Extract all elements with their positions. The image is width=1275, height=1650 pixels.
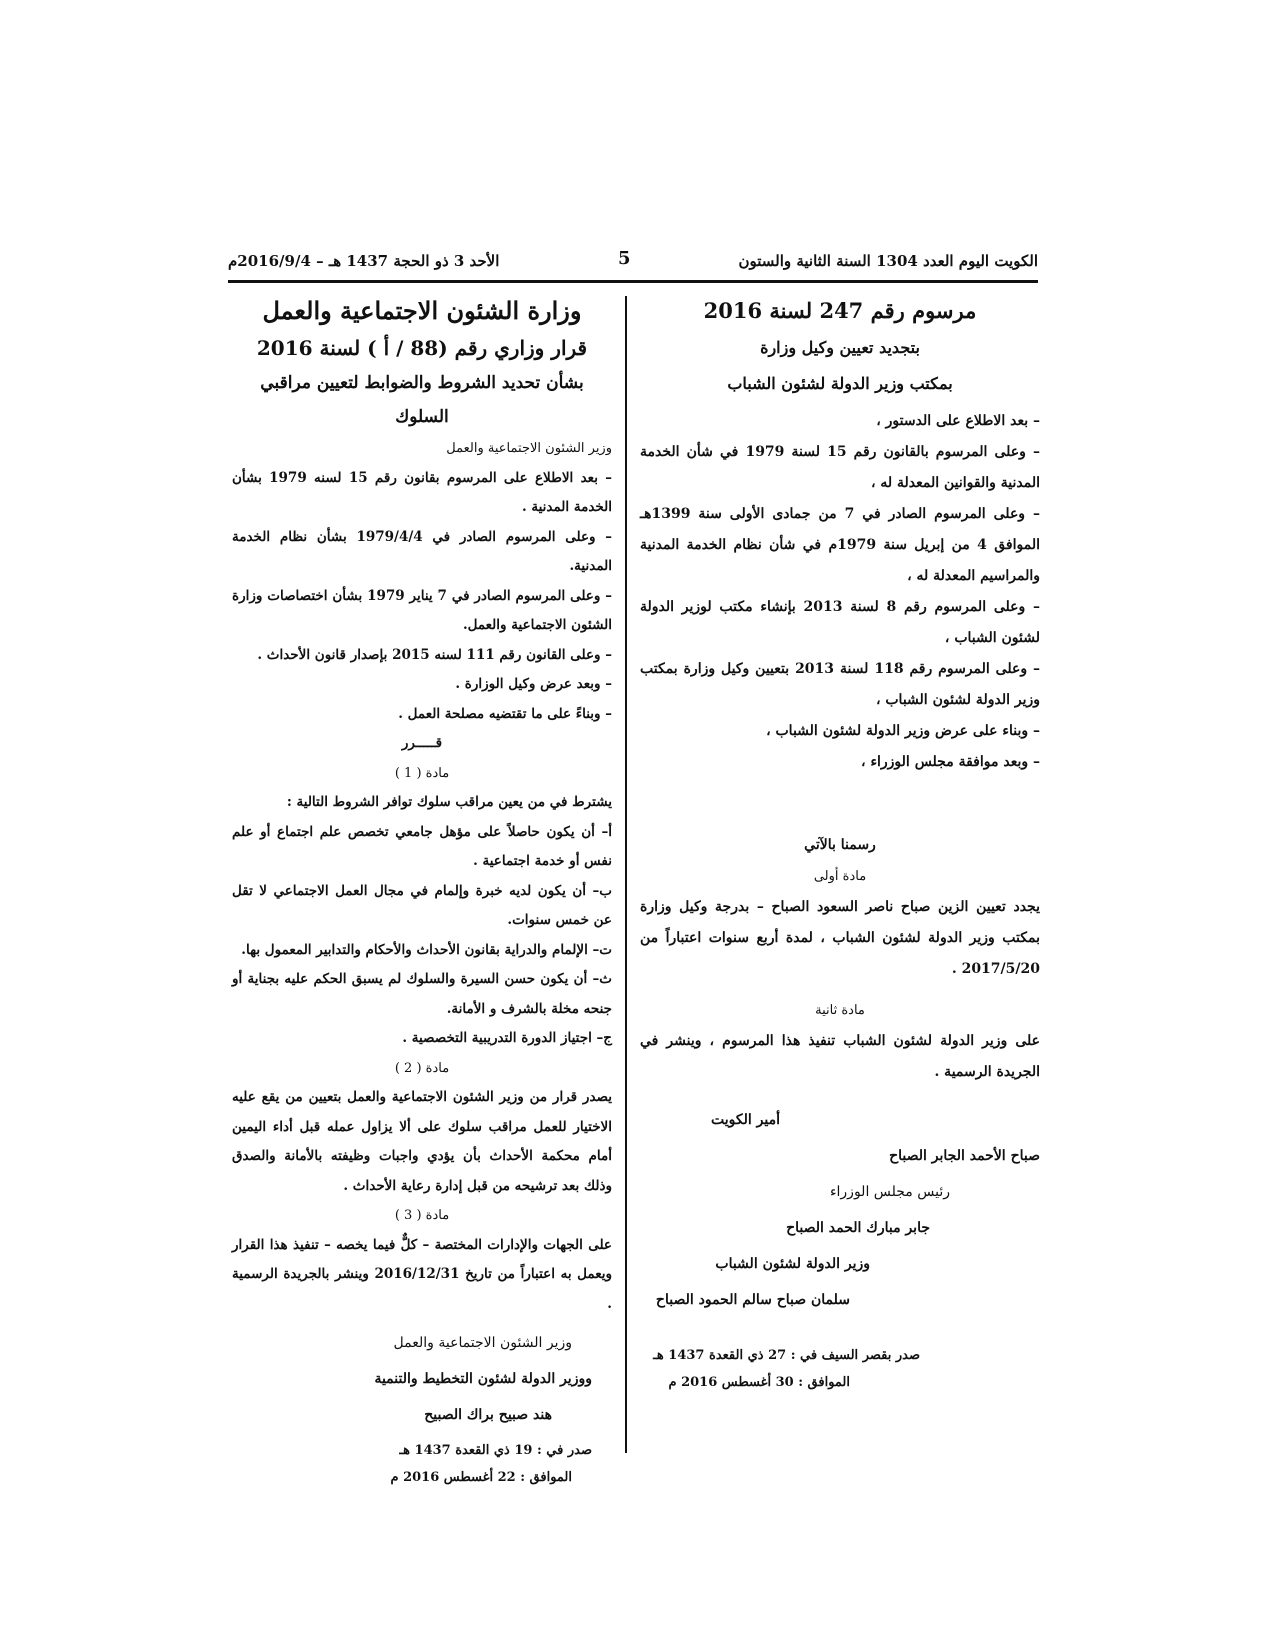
decision-signature-name: هند صبيح براك الصبيح	[424, 1407, 552, 1423]
decision-article-2-title: مادة ( 2 )	[394, 1060, 450, 1076]
decision-article-1-title: مادة ( 1 )	[394, 765, 450, 781]
signature-emir-title: أمير الكويت	[711, 1112, 780, 1128]
ministry-preamble-item: – وعلى المرسوم الصادر في 1979/4/4 بشأن نظام الخدمة المدنية.	[232, 528, 612, 574]
ministry-preamble-item: – وعلى القانون رقم 111 لسنه 2015 بإصدار قانون الأحداث .	[257, 646, 612, 663]
ministry-name: وزارة الشئون الاجتماعية والعمل	[262, 296, 582, 325]
header-date: الأحد 3 ذو الحجة 1437 هـ – 2016/9/4م	[228, 252, 500, 270]
signature-pm-title: رئيس مجلس الوزراء	[829, 1184, 950, 1200]
condition-item: ب– أن يكون لديه خبرة وإلمام في مجال العمل الاجتماعي لا تقل عن خمس سنوات.	[232, 882, 612, 928]
header-rule	[228, 280, 1038, 283]
decree-article-1-title: مادة أولى	[813, 869, 867, 884]
page-number: 5	[618, 248, 631, 269]
decision-issued-date: صدر في : 19 ذي القعدة 1437 هـ	[399, 1443, 592, 1458]
condition-item: أ– أن يكون حاصلاً على مؤهل جامعي تخصص علم اجتماع أو علم نفس أو خدمة اجتماعية .	[232, 823, 612, 869]
decree-column	[640, 292, 1040, 1396]
decree-preamble-item: – وبناء على عرض وزير الدولة لشئون الشباب ،	[766, 723, 1040, 739]
decision-issued-gregorian: الموافق : 22 أغسطس 2016 م	[390, 1470, 572, 1485]
decision-signature-line-1: وزير الشئون الاجتماعية والعمل	[393, 1335, 572, 1351]
column-divider	[625, 296, 627, 1453]
decree-article-2-text: على وزير الدولة لشئون الشباب تنفيذ هذا المرسوم ، وينشر في الجريدة الرسمية .	[640, 1033, 1040, 1080]
decree-preamble-item: – بعد الاطلاع على الدستور ،	[876, 413, 1040, 429]
decree-issued-place-date: صدر بقصر السيف في : 27 ذي القعدة 1437 هـ	[653, 1348, 920, 1363]
ministry-preamble-item: – وبعد عرض وكيل الوزارة .	[455, 676, 612, 692]
decree-preamble-item: – وبعد موافقة مجلس الوزراء ،	[861, 754, 1040, 770]
signature-minister-name: سلمان صباح سالم الحمود الصباح	[655, 1292, 850, 1308]
decree-preamble-item: – وعلى المرسوم بالقانون رقم 15 لسنة 1979 في شأن الخدمة المدنية والقوانين المعدلة له ،	[640, 444, 1040, 491]
decree-preamble-item: – وعلى المرسوم رقم 8 لسنة 2013 بإنشاء مكتب لوزير الدولة لشئون الشباب ،	[640, 599, 1041, 646]
header-issue-info: الكويت اليوم العدد 1304 السنة الثانية والستون	[738, 252, 1038, 270]
decree-preamble-item: – وعلى المرسوم رقم 118 لسنة 2013 بتعيين وكيل وزارة بمكتب وزير الدولة لشئون الشباب ،	[640, 661, 1040, 708]
decree-article-2-title: مادة ثانية	[815, 1003, 865, 1018]
ministry-preamble-item: – وبناءً على ما تقتضيه مصلحة العمل .	[398, 705, 612, 722]
condition-item: ت– الإلمام والدراية بقانون الأحداث والأحكام والتدابير المعمول بها.	[241, 941, 612, 958]
decree-decreed: رسمنا بالآتي	[804, 837, 876, 853]
condition-item: ث– أن يكون حسن السيرة والسلوك لم يسبق الحكم عليه بجناية أو جنحه مخلة بالشرف و الأمانة.	[232, 971, 612, 1017]
ministry-preamble-item: – بعد الاطلاع على المرسوم بقانون رقم 15 لسنه 1979 بشأن الخدمة المدنية .	[232, 469, 613, 515]
decision-subject: بشأن تحديد الشروط والضوابط لتعيين مراقبي السلوك	[260, 373, 584, 427]
condition-item: ج– اجتياز الدورة التدريبية التخصصية .	[402, 1030, 612, 1046]
signature-minister-title: وزير الدولة لشئون الشباب	[715, 1256, 870, 1272]
decree-preamble-item: – وعلى المرسوم الصادر في 7 من جمادى الأولى سنة 1399هـ الموافق 4 من إبريل سنة 1979م في شأن نظام الخدمة المدنية والمراسيم المعدلة له ،	[640, 506, 1040, 584]
decree-issued-gregorian: الموافق : 30 أغسطس 2016 م	[668, 1375, 850, 1390]
decision-decided: قـــــرر	[401, 735, 443, 751]
decision-article-2-text: يصدر قرار من وزير الشئون الاجتماعية والعمل بتعيين من يقع عليه الاختيار للعمل مراقب سلوك على ألا يزاول عمله قبل أداء اليمين أمام محكمة الأحداث بأن يؤدي واجبات وظيفته بالأمانة والصدق وذلك بعد ترشيحه من قبل إدارة رعاية الأحداث .	[232, 1089, 612, 1194]
decision-article-3-text: على الجهات والإدارات المختصة – كلٌّ فيما يخصه – تنفيذ هذا القرار ويعمل به اعتباراً من تاريخ 2016/12/31 وينشر بالجريدة الرسمية .	[232, 1236, 612, 1312]
signature-emir-name: صباح الأحمد الجابر الصباح	[889, 1148, 1040, 1164]
minister-line: وزير الشئون الاجتماعية والعمل	[446, 441, 612, 456]
decree-article-1-text: يجدد تعيين الزين صباح ناصر السعود الصباح – بدرجة وكيل وزارة بمكتب وزير الدولة لشئون الشباب ، لمدة أربع سنوات اعتباراً من 2017/5/20 .	[640, 899, 1040, 977]
decision-article-1-intro: يشترط في من يعين مراقب سلوك توافر الشروط التالية :	[286, 794, 612, 810]
ministry-preamble-item: – وعلى المرسوم الصادر في 7 يناير 1979 بشأن اختصاصات وزارة الشئون الاجتماعية والعمل.	[232, 587, 612, 633]
decision-title: قرار وزاري رقم (88 / أ ) لسنة 2016	[256, 336, 588, 360]
ministry-column	[232, 292, 612, 1491]
decree-subtitle-2: بمكتب وزير الدولة لشئون الشباب	[727, 374, 953, 393]
decision-article-3-title: مادة ( 3 )	[394, 1208, 450, 1223]
signature-pm-name: جابر مبارك الحمد الصباح	[786, 1220, 930, 1236]
decision-signature-line-2: ووزير الدولة لشئون التخطيط والتنمية	[374, 1371, 592, 1387]
decree-subtitle-1: بتجديد تعيين وكيل وزارة	[760, 338, 920, 357]
page-header	[228, 248, 1038, 278]
decree-title: مرسوم رقم 247 لسنة 2016	[703, 298, 977, 323]
